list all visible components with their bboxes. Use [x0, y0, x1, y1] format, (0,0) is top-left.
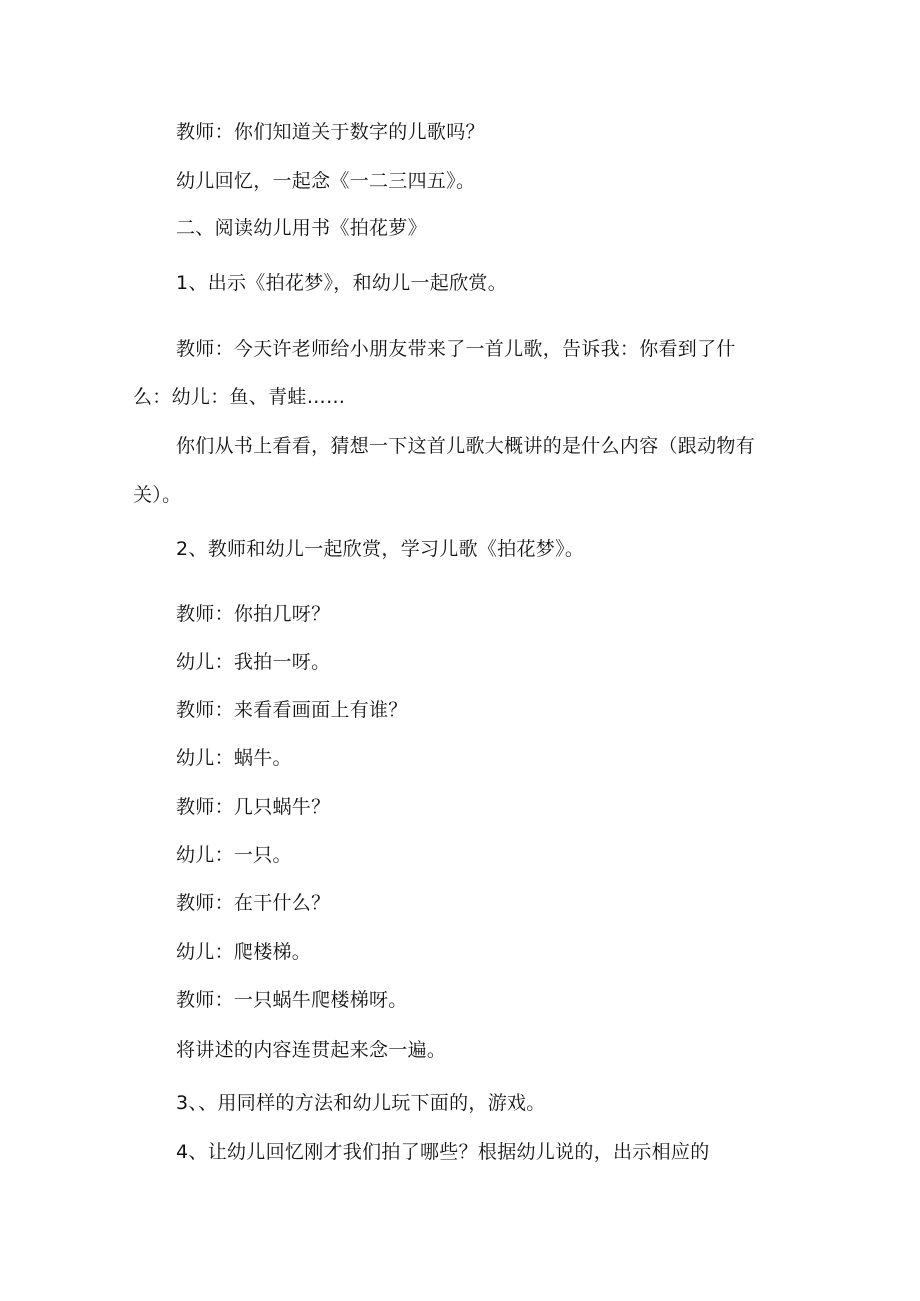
text-line: 幼儿：一只。 [176, 844, 292, 866]
text-line: 幼儿：蜗牛。 [176, 747, 292, 769]
text-line: 关）。 [133, 484, 182, 506]
text-line: 你们从书上看看，猜想一下这首儿歌大概讲的是什么内容（跟动物有 [176, 435, 756, 457]
text-line: 教师：来看看画面上有谁？ [176, 699, 408, 721]
text-line: 3、、用同样的方法和幼儿玩下面的，游戏。 [176, 1092, 546, 1114]
text-line: 教师：一只蜗牛爬楼梯呀。 [176, 989, 408, 1011]
text-line: 将讲述的内容连贯起来念一遍。 [176, 1039, 447, 1061]
text-line: 2、教师和幼儿一起欣赏，学习儿歌《拍花梦》。 [176, 538, 585, 560]
text-line: 幼儿：爬楼梯。 [176, 941, 312, 963]
text-line: 幼儿：我拍一呀。 [176, 651, 331, 673]
text-line: 教师：你拍几呀？ [176, 603, 331, 625]
text-line: 教师：今天许老师给小朋友带来了一首儿歌，告诉我：你看到了什 [176, 338, 736, 360]
text-line: 么：幼儿：鱼、青蛙…… [133, 386, 346, 408]
text-line: 教师：你们知道关于数字的儿歌吗？ [176, 121, 485, 143]
section-heading: 二、阅读幼儿用书《拍花萝》 [176, 217, 427, 239]
text-line: 教师：几只蜗牛？ [176, 796, 331, 818]
text-line: 教师：在干什么？ [176, 892, 331, 914]
text-line: 4、让幼儿回忆刚才我们拍了哪些？根据幼儿说的，出示相应的 [176, 1141, 710, 1163]
text-line: 1、出示《拍花梦》，和幼儿一起欣赏。 [176, 272, 507, 294]
text-line: 幼儿回忆，一起念《一二三四五》。 [176, 170, 476, 192]
